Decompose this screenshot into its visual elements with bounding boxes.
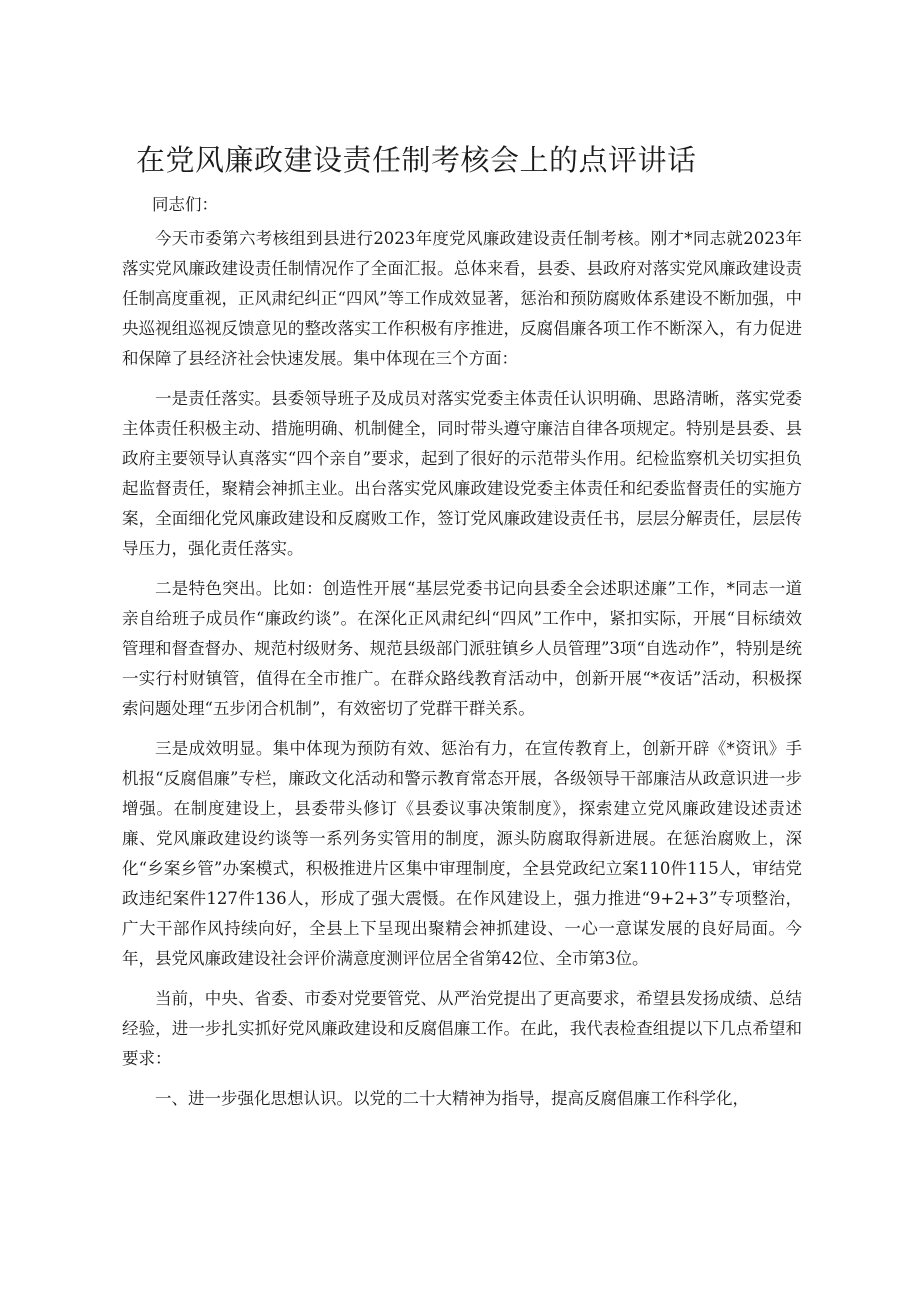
greeting: 同志们： bbox=[152, 195, 218, 214]
paragraph-requirement-1: 一、进一步强化思想认识。以党的二十大精神为指导，提高反腐倡廉工作科学化， bbox=[155, 1089, 749, 1108]
document-title: 在党风廉政建设责任制考核会上的点评讲话 bbox=[136, 143, 697, 177]
paragraph-requirements-intro: 当前，中央、省委、市委对党要管党、从严治党提出了更高要求，希望县发扬成绩、总结经验，进一步扎实抓好党风廉政建设和反腐倡廉工作。在此，我代表检查组提以下几点希望和要求： bbox=[122, 989, 802, 1068]
paragraph-features: 二是特色突出。比如：创造性开展“基层党委书记向县委全会述职述廉”工作，*同志一道亲自给班子成员作“廉政约谈”。在深化正风肃纪纠“四风”工作中，紧扣实际，开展“目标绩效管理和督查督办、规范村级财务、规范县级部门派驻镇乡人员管理”3项“自选动作”，特别是统一实行村财镇管，值得在全市推广。在群众路线教育活动中，创新开展“*夜话”活动，积极探索问题处理“五步闭合机制”，有效密切了党群干群关系。 bbox=[122, 579, 802, 718]
paragraph-results: 三是成效明显。集中体现为预防有效、惩治有力，在宣传教育上，创新开辟《*资讯》手机报“反腐倡廉”专栏，廉政文化活动和警示教育常态开展，各级领导干部廉洁从政意识进一步增强。在制度建设上，县委带头修订《县委议事决策制度》，探索建立党风廉政建设述责述廉、党风廉政建设约谈等一系列务实管用的制度，源头防腐取得新进展。在惩治腐败上，深化“乡案乡管”办案模式，积极推进片区集中审理制度，全县党政纪立案110件115人，审结党政违纪案件127件136人，形成了强大震慑。在作风建设上，强力推进“9+2+3”专项整治，广大干部作风持续向好，全县上下呈现出聚精会神抓建设、一心一意谋发展的良好局面。今年，县党风廉政建设社会评价满意度测评位居全省第42位、全市第3位。 bbox=[122, 739, 802, 968]
paragraph-responsibility: 一是责任落实。县委领导班子及成员对落实党委主体责任认识明确、思路清晰，落实党委主体责任积极主动、措施明确、机制健全，同时带头遵守廉洁自律各项规定。特别是县委、县政府主要领导认真落实“四个亲自”要求，起到了很好的示范带头作用。纪检监察机关切实担负起监督责任，聚精会神抓主业。出台落实党风廉政建设党委主体责任和纪委监督责任的实施方案，全面细化党风廉政建设和反腐败工作，签订党风廉政建设责任书，层层分解责任，层层传导压力，强化责任落实。 bbox=[122, 389, 802, 558]
paragraph-overview: 今天市委第六考核组到县进行2023年度党风廉政建设责任制考核。刚才*同志就2023年落实党风廉政建设责任制情况作了全面汇报。总体来看，县委、县政府对落实党风廉政建设责任制高度重视，正风肃纪纠正“四风”等工作成效显著，惩治和预防腐败体系建设不断加强，中央巡视组巡视反馈意见的整改落实工作积极有序推进，反腐倡廉各项工作不断深入，有力促进和保障了县经济社会快速发展。集中体现在三个方面： bbox=[122, 229, 802, 368]
document-body bbox=[122, 190, 802, 1124]
